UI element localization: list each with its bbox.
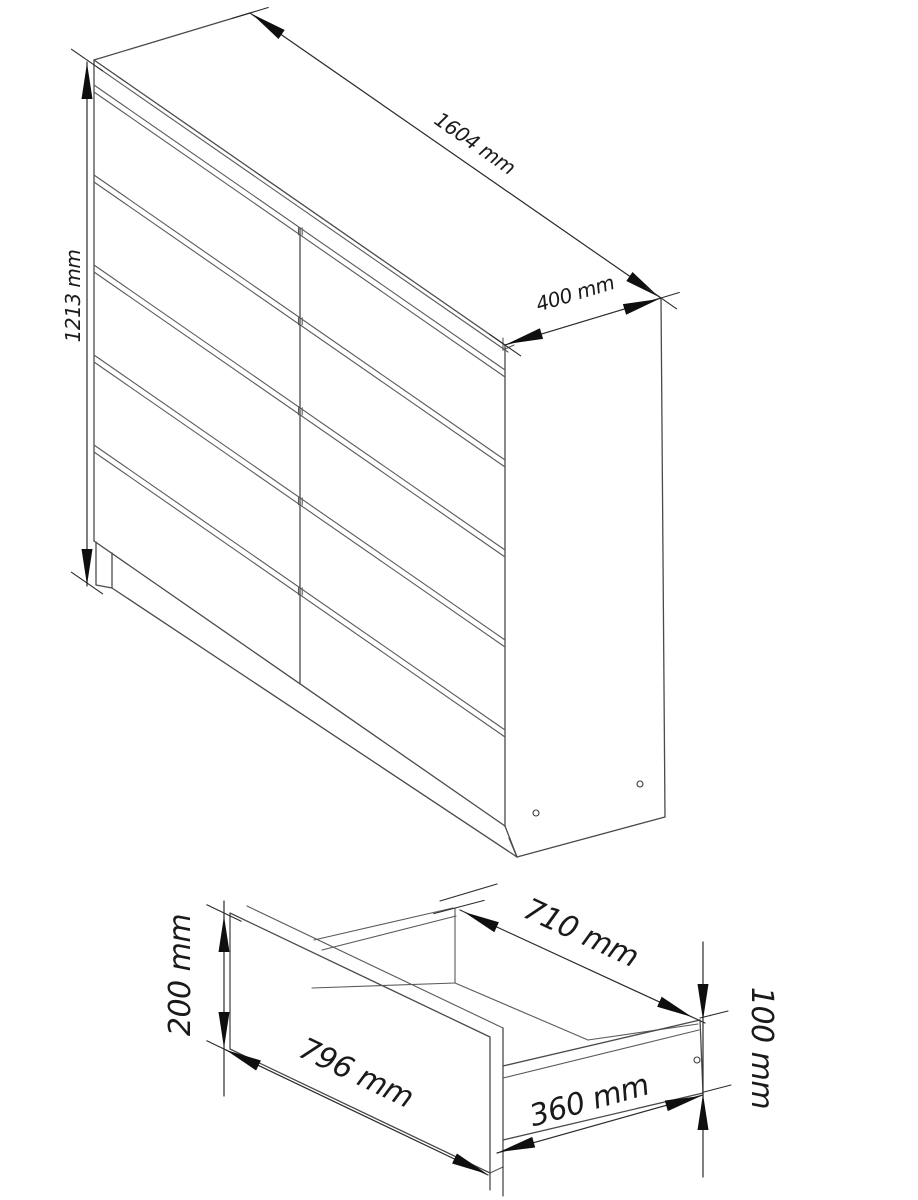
drawer-front-panel [230,906,503,1196]
dimension-height [61,49,103,594]
dowel-hole [533,810,539,816]
right-wall-inner-top-edge [588,1024,698,1040]
dresser-front-face [94,60,517,857]
front-panel-outline [230,913,490,1173]
arrowhead [452,1154,487,1175]
dimension-side-depth [497,1067,703,1153]
arrowhead [698,1094,709,1130]
extension-tick [232,8,268,19]
dresser-top-face [94,13,514,352]
arrowhead [665,1096,701,1111]
leg-outline [96,542,112,588]
dimension-side-height [698,942,780,1177]
arrowhead [464,912,499,932]
arrowhead [507,328,543,344]
dimension-label-front-width: 796 mm [293,1031,419,1116]
drawer-grid [94,85,505,737]
extension-line [440,884,497,901]
dimension-width [232,8,679,304]
dimension-label-front-height: 200 mm [163,913,198,1037]
dimension-inner-width [434,884,705,1023]
front-panel-strip-bottom [490,1167,503,1173]
dowel-hole [694,1057,700,1063]
drawer-box-interior [312,908,698,1040]
top-face-left-edge [94,13,250,60]
side-wall-top-edge [503,1020,700,1066]
arrowhead [219,1012,230,1048]
dimension-label-side-height: 100 mm [744,986,779,1110]
dimension-label-depth: 400 mm [532,270,617,317]
arrowhead [226,1050,261,1071]
left-wall-bottom-edge [312,983,455,988]
dimension-label-width: 1604 mm [430,106,520,180]
arrowhead [82,549,93,585]
extension-tick [434,900,484,913]
plinth-line [112,588,517,857]
side-wall-top-inner-edge [503,1030,699,1078]
dimension-depth [489,270,676,356]
dowel-hole [637,781,643,787]
dimension-label-inner-width: 710 mm [518,891,644,975]
arrowhead [698,984,709,1020]
arrowhead [623,299,659,315]
dresser-leg [96,542,517,857]
arrowhead [82,63,93,99]
front-panel-inner-top-edge [247,906,503,1028]
bottom-back-edge [455,983,588,1040]
left-wall-top-edge [314,908,453,940]
side-bottom-edge [517,817,665,857]
drawer-figure [163,884,779,1196]
side-right-edge [661,298,665,817]
extension-tick [704,1085,731,1092]
dresser-side-panel [509,298,665,857]
dresser-figure [61,8,679,858]
dimension-line [250,13,661,298]
dimension-label-side-depth: 360 mm [525,1067,654,1135]
dimension-label-height: 1213 mm [61,249,85,343]
arrowhead [219,916,230,952]
arrowhead [657,997,692,1017]
arrowhead [252,14,285,39]
